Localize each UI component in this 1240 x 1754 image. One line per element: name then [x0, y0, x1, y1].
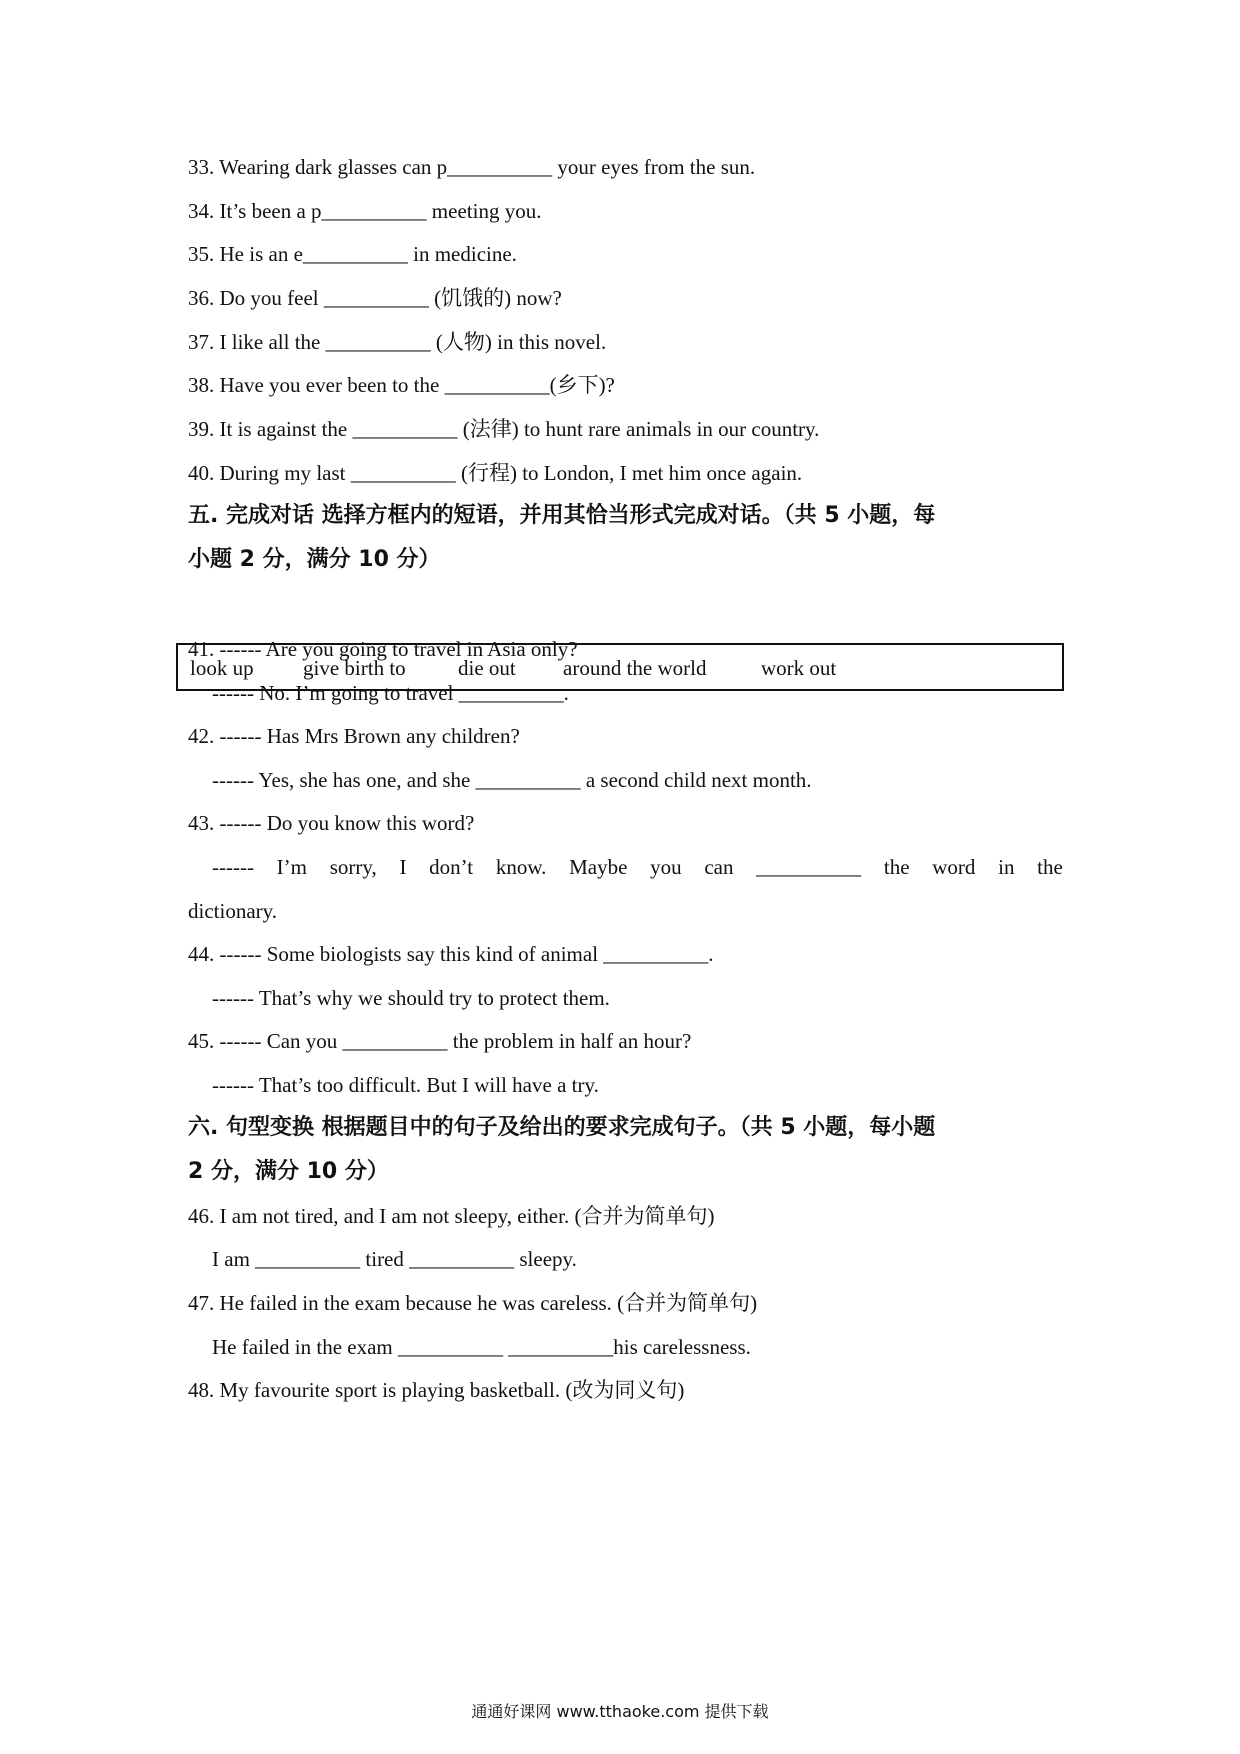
question-44: 44. ------ Some biologists say this kind of animal __________. [188, 942, 714, 966]
question-47: 47. He failed in the exam because he was careless. (合并为简单句) [188, 1291, 758, 1315]
question-38: 38. Have you ever been to the __________(乡下)? [188, 373, 615, 397]
section-6-heading-line-1: 六. 句型变换 根据题目中的句子及给出的要求完成句子。（共 5 小题，每小题 [188, 1115, 936, 1140]
question-43: 43. ------ Do you know this word? [188, 811, 475, 835]
question-34: 34. It’s been a p__________ meeting you. [188, 199, 542, 223]
question-41: 41. ------ Are you going to travel in Asia only? [188, 637, 578, 661]
question-48: 48. My favourite sport is playing basketball. (改为同义句) [188, 1378, 685, 1402]
question-42: 42. ------ Has Mrs Brown any children? [188, 724, 520, 748]
answer-43-continued: dictionary. [188, 899, 278, 923]
section-6-heading-line-2: 2 分，满分 10 分） [188, 1159, 389, 1184]
answer-43-word: the [883, 855, 910, 879]
phrase-item: look up [190, 656, 254, 680]
answer-43-word: know. [495, 855, 547, 879]
phrase-item: work out [761, 656, 837, 680]
answer-42: ------ Yes, she has one, and she __________ a second child next month. [212, 768, 812, 792]
answer-46: I am __________ tired __________ sleepy. [212, 1247, 577, 1271]
question-46: 46. I am not tired, and I am not sleepy, either. (合并为简单句) [188, 1204, 715, 1228]
answer-43-word: you [650, 855, 682, 879]
answer-43-word: Maybe [569, 855, 628, 879]
answer-43-word: I’m [276, 855, 307, 879]
question-35: 35. He is an e__________ in medicine. [188, 242, 517, 266]
page-footer: 通通好课网 www.tthaoke.com 提供下载 [471, 1702, 769, 1721]
phrase-item: give birth to [303, 656, 406, 680]
question-39: 39. It is against the __________ (法律) to hunt rare animals in our country. [188, 417, 820, 441]
answer-43-word: I [399, 855, 407, 879]
answer-43-word: can [704, 855, 734, 879]
phrase-item: die out [458, 656, 516, 680]
answer-43-word: in [998, 855, 1015, 879]
section-5-heading-line-1: 五. 完成对话 选择方框内的短语，并用其恰当形式完成对话。（共 5 小题，每 [188, 503, 936, 528]
answer-43-word: word [932, 855, 976, 879]
answer-47: He failed in the exam __________ __________his carelessness. [212, 1335, 751, 1359]
answer-43-word: ------ [212, 855, 254, 879]
answer-43-word: the [1037, 855, 1063, 879]
question-33: 33. Wearing dark glasses can p__________ your eyes from the sun. [188, 155, 756, 179]
question-45: 45. ------ Can you __________ the problem in half an hour? [188, 1029, 692, 1053]
phrase-item: around the world [563, 656, 707, 680]
answer-43 [212, 855, 1063, 879]
question-40: 40. During my last __________ (行程) to London, I met him once again. [188, 461, 803, 485]
answer-43-word: don’t [429, 855, 474, 879]
answer-43-word: sorry, [329, 855, 377, 879]
answer-43-word: __________ [756, 855, 862, 879]
answer-45: ------ That’s too difficult. But I will have a try. [212, 1073, 599, 1097]
section-5-heading-line-2: 小题 2 分，满分 10 分） [188, 547, 441, 572]
answer-44: ------ That’s why we should try to protect them. [212, 986, 610, 1010]
question-37: 37. I like all the __________ (人物) in this novel. [188, 330, 607, 354]
answer-41: ------ No. I’m going to travel __________. [212, 681, 569, 705]
question-36: 36. Do you feel __________ (饥饿的) now? [188, 286, 562, 310]
